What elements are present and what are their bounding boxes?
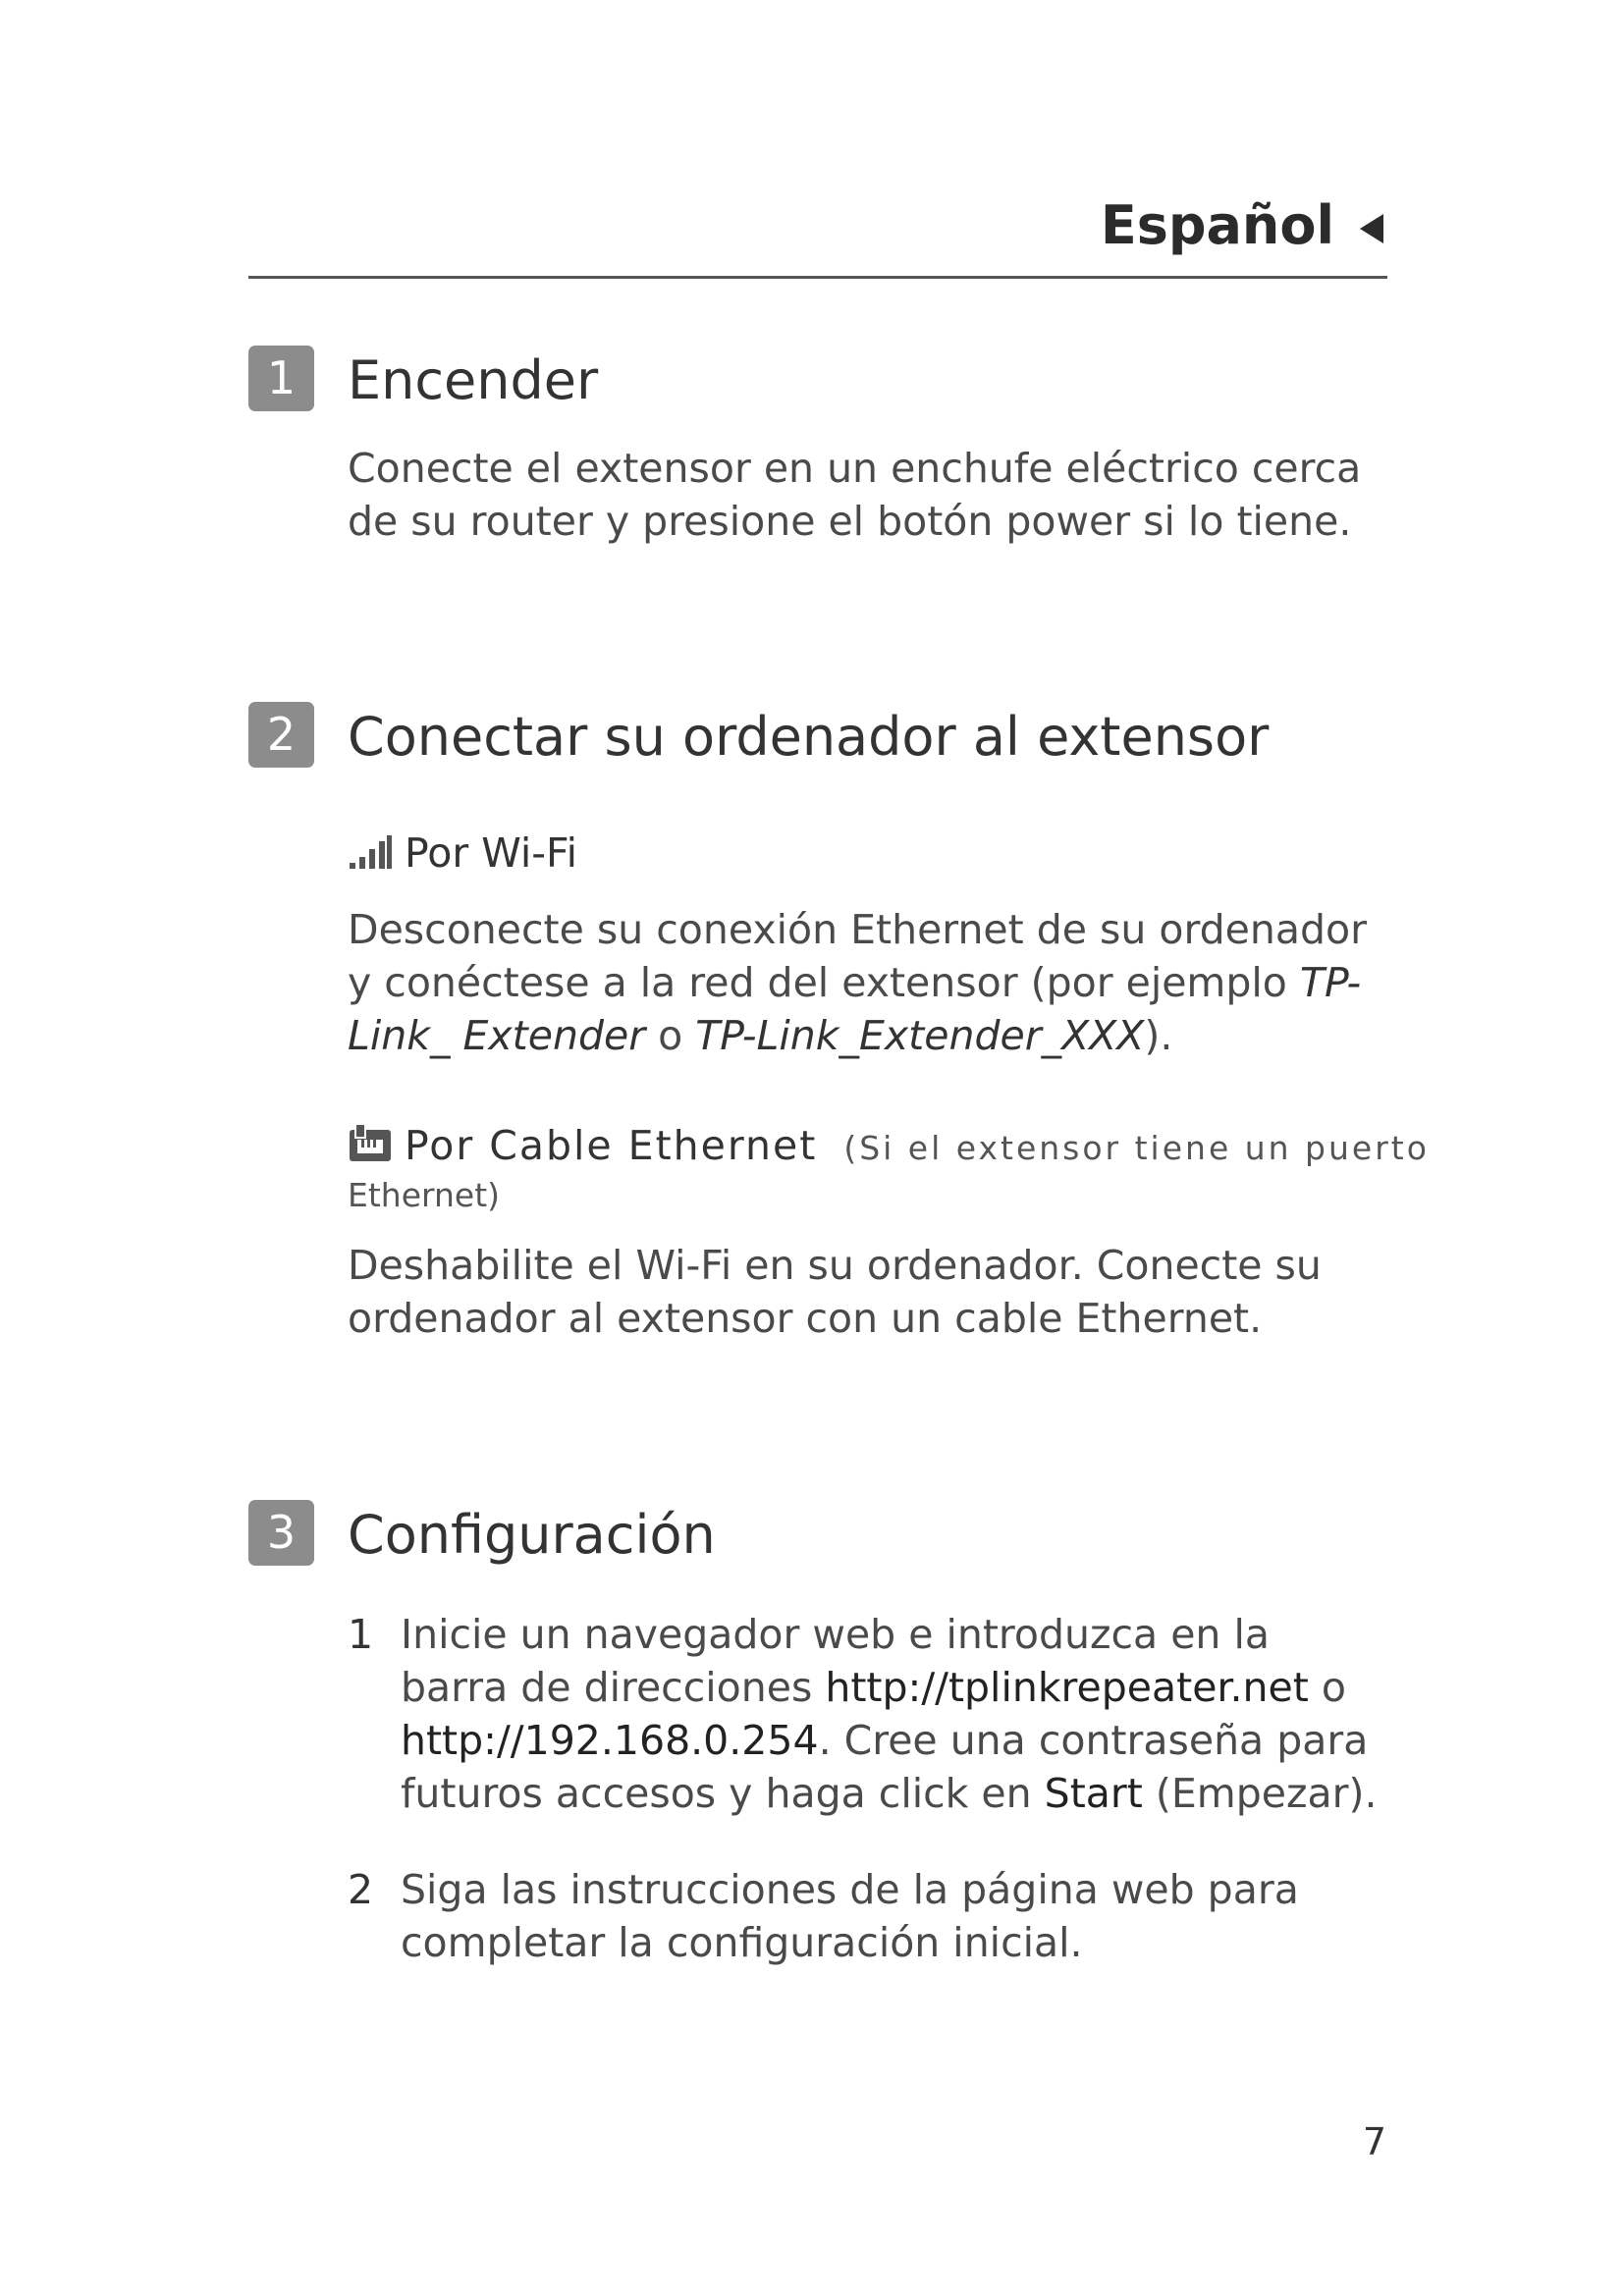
section-title: Conectar su ordenador al extensor [348, 706, 1270, 768]
wifi-text-after: ). [1144, 1012, 1173, 1059]
wifi-signal-icon [348, 835, 393, 871]
left-triangle-icon [1358, 212, 1385, 245]
step-text-part: . Cree una contraseña para futuros accesos y haga click en [401, 1717, 1369, 1817]
ethernet-paragraph: Deshabilite el Wi-Fi en su ordenador. Conecte su ordenador al extensor con un cable Ethernet. [348, 1242, 1322, 1342]
url-link[interactable]: http://tplinkrepeater.net [825, 1664, 1309, 1711]
wifi-text-mid: o [645, 1012, 696, 1059]
language-header [248, 192, 1387, 279]
ethernet-port-icon [348, 1124, 393, 1163]
section-title: Encender [348, 349, 599, 411]
step-text-part: Inicie un navegador web e introduzca en la barra de direcciones [401, 1611, 1270, 1711]
step-text-part: o [1308, 1664, 1346, 1711]
section-title: Configuración [348, 1504, 716, 1566]
section-number-badge: 2 [248, 702, 314, 768]
step-number: 1 [348, 1611, 374, 1658]
ip-link[interactable]: http://192.168.0.254 [401, 1717, 819, 1764]
section-number-badge: 3 [248, 1500, 314, 1566]
ethernet-label: Por Cable Ethernet [405, 1122, 818, 1169]
step-text: Siga las instrucciones de la página web para completar la configuración inicial. [401, 1866, 1299, 1966]
ethernet-note-end: Ethernet) [348, 1176, 501, 1214]
setup-step [348, 1608, 1388, 1820]
language-title: Español [1100, 194, 1334, 256]
page-number: 7 [1362, 2120, 1386, 2163]
setup-step [348, 1863, 1388, 1969]
ethernet-subheading [348, 1119, 1430, 1175]
step-number: 2 [348, 1866, 374, 1913]
ssid-example-1: TP-Link_ Extender [348, 959, 1362, 1059]
section-paragraph: Conecte el extensor en un enchufe eléctrico cerca de su router y presione el botón power si lo tiene. [348, 445, 1362, 545]
ssid-example-2: TP-Link_Extender_XXX [695, 1012, 1145, 1059]
wifi-text-before: Desconecte su conexión Ethernet de su ordenador y conéctese a la red del extensor (por ejemplo [348, 906, 1367, 1006]
ethernet-note: (Si el extensor tiene un puerto [843, 1129, 1430, 1167]
wifi-label: Por Wi-Fi [405, 829, 578, 877]
start-button-label: Start [1044, 1770, 1143, 1817]
section-number-badge: 1 [248, 346, 314, 411]
step-text-part: (Empezar). [1142, 1770, 1378, 1817]
step-text [401, 1608, 1388, 1820]
wifi-paragraph [348, 903, 1398, 1062]
wifi-subheading [348, 827, 577, 880]
